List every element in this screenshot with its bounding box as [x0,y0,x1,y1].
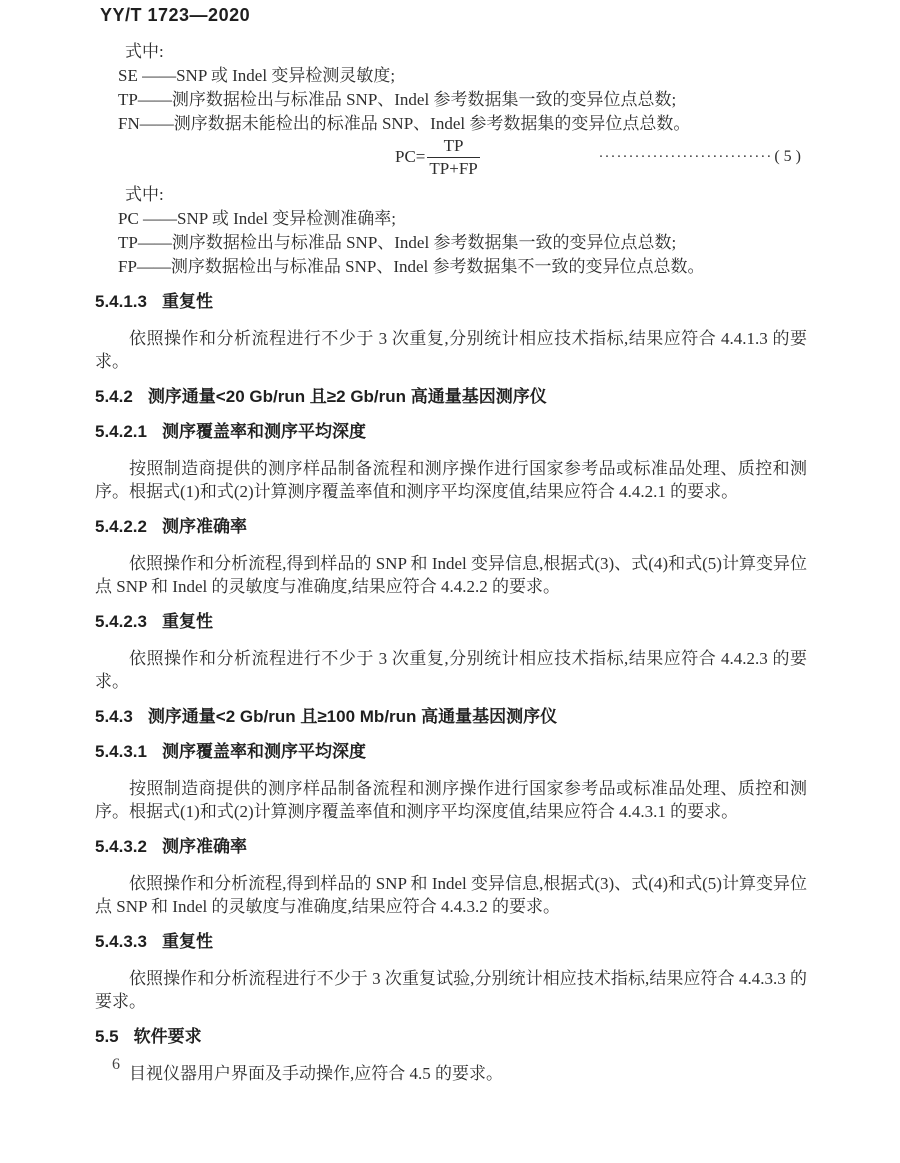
section-number: 5.4.3.3 [95,932,147,951]
definition-line: PC ——SNP 或 Indel 变异检测准确率; [118,209,397,228]
section-number: 5.4.2.1 [95,422,147,441]
paragraph: 依照操作和分析流程,得到样品的 SNP 和 Indel 变异信息,根据式(3)、式(4)和式(5)计算变异位点 SNP 和 Indel 的灵敏度与准确度,结果应符合 4.4.2.2 的要求。 [95,554,807,596]
document-code: YY/T 1723—2020 [100,5,251,25]
section-heading-543 [95,706,807,728]
definition-line: FN——测序数据未能检出的标准品 SNP、Indel 参考数据集的变异位点总数。 [118,114,691,133]
definition-line: FP——测序数据检出与标准品 SNP、Indel 参考数据集不一致的变异位点总数。 [118,257,705,276]
section-heading-5413 [95,291,807,313]
page-content [95,4,807,1085]
fraction-denominator: TP+FP [429,158,478,178]
paragraph: 依照操作和分析流程进行不少于 3 次重复,分别统计相应技术指标,结果应符合 4.4.2.3 的要求。 [95,649,807,691]
equation-reference [598,148,801,166]
section-heading-542 [95,386,807,408]
equation-5 [95,134,807,180]
section-number: 5.4.2 [95,387,133,406]
section-title: 测序通量<20 Gb/run 且≥2 Gb/run 高通量基因测序仪 [147,387,547,406]
section-title: 测序准确率 [162,517,247,536]
section-heading-5421 [95,421,807,443]
page-number: 6 [112,1056,120,1073]
section-number: 5.4.2.2 [95,517,147,536]
fraction-numerator: TP [427,136,479,158]
section-title: 测序覆盖率和测序平均深度 [162,742,366,761]
paragraph: 按照制造商提供的测序样品制备流程和测序操作进行国家参考品或标准品处理、质控和测序。根据式(1)和式(2)计算测序覆盖率值和测序平均深度值,结果应符合 4.4.3.1 的要求。 [95,779,807,821]
definition-line: SE ——SNP 或 Indel 变异检测灵敏度; [118,66,396,85]
definition-list [118,207,807,279]
section-title: 软件要求 [133,1027,202,1046]
section-title: 重复性 [162,292,213,311]
section-number: 5.4.2.3 [95,612,147,631]
paragraph: 依照操作和分析流程进行不少于 3 次重复试验,分别统计相应技术指标,结果应符合 4.4.3.3 的要求。 [95,969,807,1011]
equation-lhs: PC= [395,147,426,166]
section-title: 重复性 [162,932,213,951]
section-number: 5.4.3 [95,707,133,726]
section-heading-5422 [95,516,807,538]
section-title: 测序覆盖率和测序平均深度 [162,422,366,441]
leader-dots: ····························· [598,149,773,165]
section-heading-55 [95,1026,807,1048]
paragraph: 目视仪器用户界面及手动操作,应符合 4.5 的要求。 [129,1064,503,1083]
section-number: 5.4.3.1 [95,742,147,761]
definition-list [118,64,807,136]
paragraph: 按照制造商提供的测序样品制备流程和测序操作进行国家参考品或标准品处理、质控和测序。根据式(1)和式(2)计算测序覆盖率值和测序平均深度值,结果应符合 4.4.2.1 的要求。 [95,459,807,501]
definition-line: TP——测序数据检出与标准品 SNP、Indel 参考数据集一致的变异位点总数; [118,90,677,109]
section-heading-5433 [95,931,807,953]
section-title: 测序通量<2 Gb/run 且≥100 Mb/run 高通量基因测序仪 [147,707,558,726]
section-number: 5.5 [95,1027,119,1046]
paragraph: 依照操作和分析流程,得到样品的 SNP 和 Indel 变异信息,根据式(3)、式(4)和式(5)计算变异位点 SNP 和 Indel 的灵敏度与准确度,结果应符合 4.4.3.2 的要求。 [95,874,807,916]
section-title: 重复性 [162,612,213,631]
section-heading-5431 [95,741,807,763]
equation-expression [395,134,480,180]
section-heading-5432 [95,836,807,858]
formula-intro: 式中: [125,185,164,204]
section-number: 5.4.1.3 [95,292,147,311]
section-number: 5.4.3.2 [95,837,147,856]
formula-intro: 式中: [125,42,164,61]
section-title: 测序准确率 [162,837,247,856]
section-heading-5423 [95,611,807,633]
equation-fraction [427,136,479,179]
equation-number: ( 5 ) [774,148,801,165]
definition-line: TP——测序数据检出与标准品 SNP、Indel 参考数据集一致的变异位点总数; [118,233,677,252]
paragraph: 依照操作和分析流程进行不少于 3 次重复,分别统计相应技术指标,结果应符合 4.4.1.3 的要求。 [95,329,807,371]
